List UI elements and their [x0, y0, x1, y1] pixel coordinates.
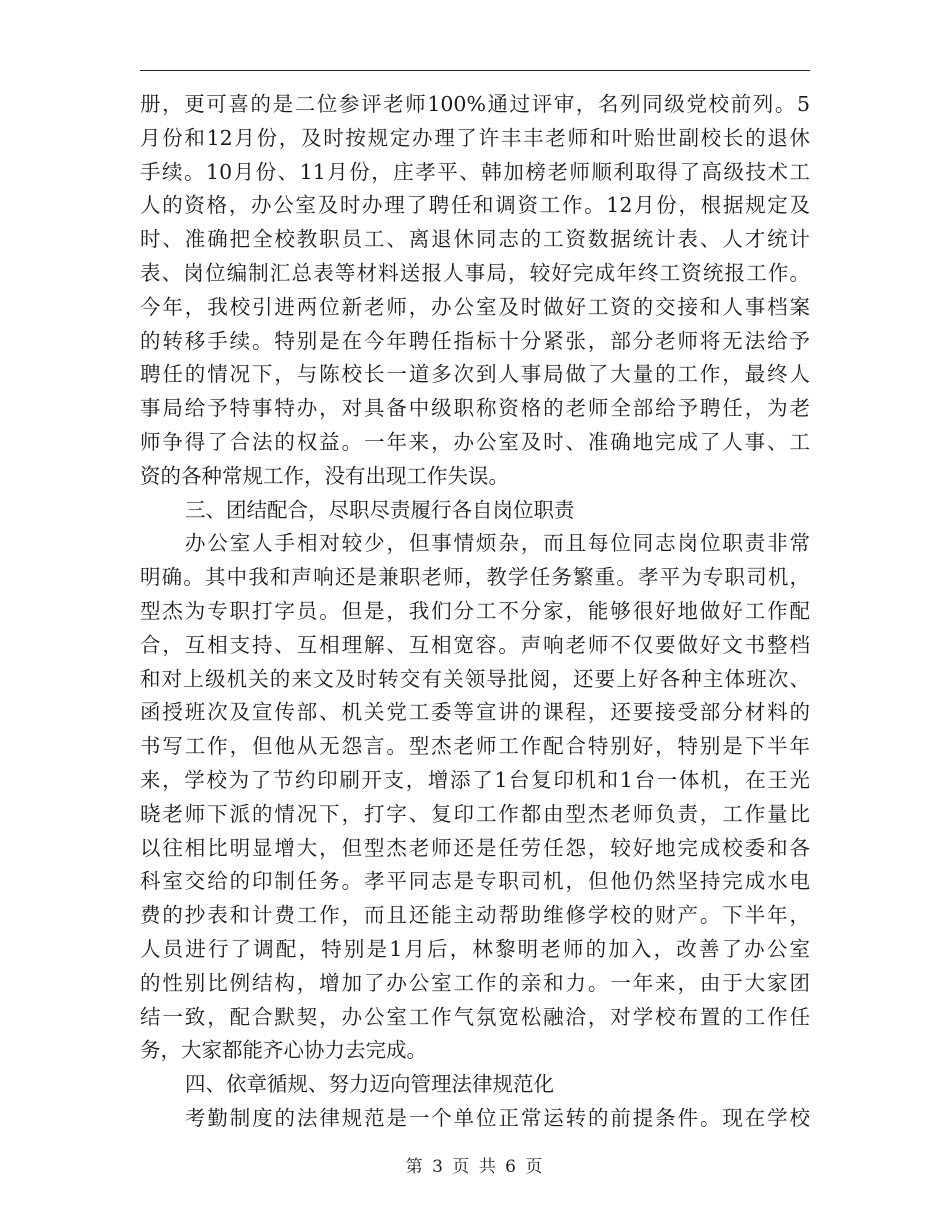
- text-line: 手续。10月份、11月份，庄孝平、韩加榜老师顺利取得了高级技术工: [140, 159, 810, 184]
- text-line: 合，互相支持、互相理解、互相宽容。声响老师不仅要做好文书整档: [140, 632, 810, 657]
- text-line: 资的各种常规工作，没有出现工作失误。: [140, 463, 509, 488]
- text-line: 型杰为专职打字员。但是，我们分工不分家，能够很好地做好工作配: [140, 598, 810, 623]
- text-line: 晓老师下派的情况下，打字、复印工作都由型杰老师负责，工作量比: [140, 801, 810, 826]
- paragraph-first-line: 办公室人手相对较少，但事情烦杂，而且每位同志岗位职责非常: [185, 531, 810, 556]
- text-line: 月份和12月份，及时按规定办理了许丰丰老师和叶贻世副校长的退休: [140, 125, 810, 150]
- text-line: 今年，我校引进两位新老师，办公室及时做好工资的交接和人事档案: [140, 294, 810, 319]
- text-line: 费的抄表和计费工作，而且还能主动帮助维修学校的财产。下半年，: [140, 903, 810, 928]
- text-line: 和对上级机关的来文及时转交有关领导批阅，还要上好各种主体班次、: [140, 666, 810, 691]
- text-line: 明确。其中我和声响还是兼职老师，教学任务繁重。孝平为专职司机，: [140, 565, 810, 590]
- page-number-footer: 第 3 页 共 6 页: [405, 1157, 545, 1177]
- text-line: 表、岗位编制汇总表等材料送报人事局，较好完成年终工资统报工作。: [140, 260, 810, 285]
- section-heading: 四、依章循规、努力迈向管理法律规范化: [185, 1072, 554, 1097]
- text-line: 时、准确把全校教职员工、离退休同志的工资数据统计表、人才统计: [140, 227, 810, 252]
- header-rule: [140, 70, 810, 71]
- text-line: 人的资格，办公室及时办理了聘任和调资工作。12月份，根据规定及: [140, 193, 810, 218]
- section-heading: 三、团结配合，尽职尽责履行各自岗位职责: [185, 497, 575, 522]
- text-line: 事局给予特事特办，对具备中级职称资格的老师全部给予聘任，为老: [140, 396, 810, 421]
- text-line: 以往相比明显增大，但型杰老师还是任劳任怨，较好地完成校委和各: [140, 835, 810, 860]
- text-line: 科室交给的印制任务。孝平同志是专职司机，但他仍然坚持完成水电: [140, 869, 810, 894]
- paragraph-first-line: 考勤制度的法律规范是一个单位正常运转的前提条件。现在学校: [185, 1105, 810, 1130]
- text-line: 师争得了合法的权益。一年来，办公室及时、准确地完成了人事、工: [140, 429, 810, 454]
- text-line: 的性别比例结构，增加了办公室工作的亲和力。一年来，由于大家团: [140, 970, 810, 995]
- text-line: 的转移手续。特别是在今年聘任指标十分紧张，部分老师将无法给予: [140, 328, 810, 353]
- text-line: 聘任的情况下，与陈校长一道多次到人事局做了大量的工作，最终人: [140, 362, 810, 387]
- text-line: 册，更可喜的是二位参评老师100%通过评审，名列同级党校前列。5: [140, 92, 810, 116]
- text-line: 务，大家都能齐心协力去完成。: [140, 1038, 427, 1063]
- text-line: 函授班次及宣传部、机关党工委等宣讲的课程，还要接受部分材料的: [140, 700, 810, 725]
- text-line: 人员进行了调配，特别是1月后，林黎明老师的加入，改善了办公室: [140, 936, 810, 961]
- text-line: 来，学校为了节约印刷开支，增添了1台复印机和1台一体机，在王光: [140, 767, 810, 792]
- text-line: 书写工作，但他从无怨言。型杰老师工作配合特别好，特别是下半年: [140, 734, 810, 759]
- document-body: [140, 88, 810, 1136]
- text-line: 结一致，配合默契，办公室工作气氛宽松融洽，对学校布置的工作任: [140, 1004, 810, 1029]
